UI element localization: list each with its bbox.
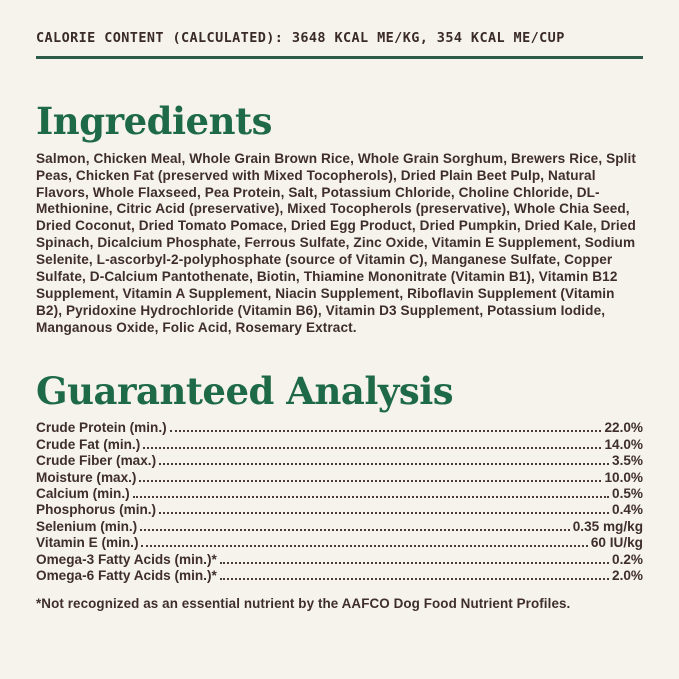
table-row — [36, 535, 643, 551]
row-value: 0.4% — [612, 502, 643, 518]
row-value: 0.35 mg/kg — [572, 518, 643, 534]
table-row — [36, 453, 643, 469]
row-label: Crude Fiber (max.) — [36, 453, 157, 469]
row-value: 14.0% — [604, 436, 643, 452]
table-row — [36, 552, 643, 568]
calorie-content-line: CALORIE CONTENT (CALCULATED): 3648 KCAL ME/KG, 354 KCAL ME/CUP — [36, 30, 565, 46]
dot-leader — [143, 447, 601, 449]
row-value: 3.5% — [612, 453, 643, 469]
row-label: Omega-6 Fatty Acids (min.)* — [36, 568, 217, 583]
guaranteed-analysis-heading: Guaranteed Analysis — [36, 368, 454, 413]
row-label: Crude Protein (min.) — [36, 420, 167, 436]
dot-leader — [133, 496, 609, 498]
row-value: 10.0% — [604, 469, 643, 485]
table-row — [36, 519, 643, 535]
dot-leader — [220, 578, 609, 580]
row-label: Crude Fat (min.) — [36, 436, 141, 452]
dot-leader — [141, 545, 587, 547]
table-row — [36, 437, 643, 453]
row-value: 0.2% — [612, 551, 643, 567]
guaranteed-analysis-table — [36, 420, 643, 584]
row-label: Vitamin E (min.) — [36, 535, 139, 551]
table-row — [36, 420, 643, 436]
table-row — [36, 470, 643, 486]
row-value: 2.0% — [612, 568, 643, 583]
table-row — [36, 502, 643, 518]
ingredients-paragraph: Salmon, Chicken Meal, Whole Grain Brown Rice, Whole Grain Sorghum, Brewers Rice, Split Peas, Chicken Fat (preserved with Mixed Tocopherols), Dried Plain Beet Pulp, Natural Flavors, Whole Flaxseed, Pea Protein, Salt, Potassium Chloride, Choline Chloride, DL-Methionine, Citric Acid (preservative), Mixed Tocopherols (preservative), Whole Chia Seed, Dried Coconut, Dried Tomato Pomace, Dried Egg Product, Dried Pumpkin, Dried Kale, Dried Spinach, Dicalcium Phosphate, Ferrous Sulfate, Zinc Oxide, Vitamin E Supplement, Sodium Selenite, L-ascorbyl-2-polyphosphate (source of Vitamin C), Manganese Sulfate, Copper Sulfate, D-Calcium Pantothenate, Biotin, Thiamine Mononitrate (Vitamin B1), Vitamin B12 Supplement, Vitamin A Supplement, Niacin Supplement, Riboflavin Supplement (Vitamin B2), Pyridoxine Hydrochloride (Vitamin B6), Vitamin D3 Supplement, Potassium Iodide, Manganous Oxide, Folic Acid, Rosemary Extract. — [36, 150, 637, 335]
aafco-footnote: *Not recognized as an essential nutrient by the AAFCO Dog Food Nutrient Profiles. — [36, 596, 571, 612]
dot-leader — [220, 562, 609, 564]
dot-leader — [159, 463, 609, 465]
dot-leader — [139, 480, 601, 482]
row-label: Omega-3 Fatty Acids (min.)* — [36, 551, 217, 567]
row-value: 0.5% — [612, 485, 643, 501]
row-label: Moisture (max.) — [36, 469, 137, 485]
dot-leader — [170, 430, 602, 432]
row-value: 60 IU/kg — [590, 535, 643, 551]
divider-rule — [36, 56, 643, 59]
table-row — [36, 568, 643, 584]
row-label: Calcium (min.) — [36, 485, 130, 501]
row-value: 22.0% — [604, 420, 643, 436]
dot-leader — [140, 529, 570, 531]
row-label: Phosphorus (min.) — [36, 502, 157, 518]
table-row — [36, 486, 643, 502]
row-label: Selenium (min.) — [36, 518, 138, 534]
dot-leader — [159, 512, 609, 514]
ingredients-heading: Ingredients — [36, 99, 272, 143]
